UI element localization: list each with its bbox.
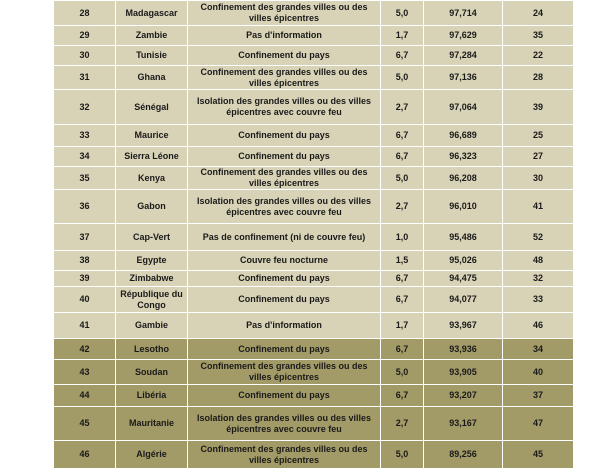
country-cell: Zambie [116,26,188,46]
rank2-cell: 40 [503,360,574,385]
value-cell: 93,936 [424,339,503,360]
table-row [54,46,574,66]
country-cell: Libéria [116,385,188,407]
measure-cell: Confinement des grandes villes ou des villes épicentres [188,1,381,26]
country-cell: Tunisie [116,46,188,66]
rank2-cell: 33 [503,287,574,313]
measure-cell: Confinement du pays [188,125,381,147]
table-row [54,167,574,190]
value-cell: 93,207 [424,385,503,407]
value-cell: 96,208 [424,167,503,190]
rank2-cell: 47 [503,407,574,441]
rank2-cell: 34 [503,339,574,360]
country-cell: Egypte [116,251,188,271]
measure-cell: Confinement des grandes villes ou des villes épicentres [188,360,381,385]
rank-cell: 43 [54,360,116,385]
measure-cell: Pas de confinement (ni de couvre feu) [188,224,381,251]
rank2-cell: 25 [503,125,574,147]
rank-cell: 41 [54,313,116,339]
rank-cell: 31 [54,66,116,90]
country-cell: Sénégal [116,90,188,125]
rank-cell: 38 [54,251,116,271]
table-row [54,360,574,385]
rank2-cell: 46 [503,313,574,339]
rank2-cell: 30 [503,167,574,190]
rank-cell: 34 [54,147,116,167]
measure-cell: Confinement du pays [188,339,381,360]
country-cell: Maurice [116,125,188,147]
measure-cell: Couvre feu nocturne [188,251,381,271]
rank2-cell: 24 [503,1,574,26]
country-cell: République du Congo [116,287,188,313]
rank-cell: 45 [54,407,116,441]
country-cell: Madagascar [116,1,188,26]
country-cell: Algérie [116,441,188,469]
table-row [54,1,574,26]
country-cell: Lesotho [116,339,188,360]
country-cell: Gabon [116,190,188,224]
measure-cell: Confinement du pays [188,385,381,407]
score-cell: 5,0 [381,441,424,469]
rank2-cell: 32 [503,271,574,287]
score-cell: 5,0 [381,167,424,190]
rank-cell: 36 [54,190,116,224]
country-cell: Zimbabwe [116,271,188,287]
rank-cell: 30 [54,46,116,66]
measure-cell: Isolation des grandes villes ou des villes épicentres avec couvre feu [188,190,381,224]
measure-cell: Isolation des grandes villes ou des villes épicentres avec couvre feu [188,90,381,125]
table-row [54,125,574,147]
rank2-cell: 39 [503,90,574,125]
rank2-cell: 52 [503,224,574,251]
rank-cell: 46 [54,441,116,469]
score-cell: 1,7 [381,313,424,339]
rank-cell: 44 [54,385,116,407]
value-cell: 96,689 [424,125,503,147]
measure-cell: Confinement du pays [188,271,381,287]
value-cell: 93,967 [424,313,503,339]
score-cell: 2,7 [381,407,424,441]
value-cell: 94,077 [424,287,503,313]
score-cell: 1,5 [381,251,424,271]
table-row [54,66,574,90]
measure-cell: Confinement du pays [188,287,381,313]
value-cell: 95,486 [424,224,503,251]
table-row [54,313,574,339]
rank2-cell: 41 [503,190,574,224]
country-cell: Soudan [116,360,188,385]
value-cell: 97,064 [424,90,503,125]
rank2-cell: 48 [503,251,574,271]
country-cell: Kenya [116,167,188,190]
score-cell: 1,0 [381,224,424,251]
measure-cell: Isolation des grandes villes ou des villes épicentres avec couvre feu [188,407,381,441]
measure-cell: Confinement des grandes villes ou des villes épicentres [188,441,381,469]
score-cell: 6,7 [381,46,424,66]
table-row [54,26,574,46]
country-cell: Mauritanie [116,407,188,441]
table-row [54,407,574,441]
value-cell: 96,010 [424,190,503,224]
score-cell: 5,0 [381,1,424,26]
table-row [54,251,574,271]
country-cell: Ghana [116,66,188,90]
score-cell: 6,7 [381,339,424,360]
score-cell: 2,7 [381,90,424,125]
score-cell: 2,7 [381,190,424,224]
country-cell: Cap-Vert [116,224,188,251]
rank-cell: 32 [54,90,116,125]
value-cell: 93,167 [424,407,503,441]
rank2-cell: 35 [503,26,574,46]
score-cell: 5,0 [381,66,424,90]
measure-cell: Confinement du pays [188,46,381,66]
rank-cell: 42 [54,339,116,360]
country-cell: Gambie [116,313,188,339]
measure-cell: Confinement des grandes villes ou des villes épicentres [188,66,381,90]
rank-cell: 37 [54,224,116,251]
score-cell: 6,7 [381,385,424,407]
rank-cell: 39 [54,271,116,287]
table-row [54,147,574,167]
table-row [54,224,574,251]
value-cell: 89,256 [424,441,503,469]
score-cell: 6,7 [381,147,424,167]
value-cell: 97,284 [424,46,503,66]
rank2-cell: 22 [503,46,574,66]
value-cell: 97,136 [424,66,503,90]
value-cell: 95,026 [424,251,503,271]
rank-cell: 29 [54,26,116,46]
table-row [54,287,574,313]
rank2-cell: 37 [503,385,574,407]
measure-cell: Confinement du pays [188,147,381,167]
score-cell: 1,7 [381,26,424,46]
table-row [54,441,574,469]
measure-cell: Confinement des grandes villes ou des villes épicentres [188,167,381,190]
value-cell: 97,629 [424,26,503,46]
rank-cell: 28 [54,1,116,26]
measure-cell: Pas d'information [188,26,381,46]
value-cell: 97,714 [424,1,503,26]
rank-cell: 33 [54,125,116,147]
score-cell: 6,7 [381,271,424,287]
table-row [54,90,574,125]
table-row [54,271,574,287]
score-cell: 6,7 [381,125,424,147]
table-row [54,385,574,407]
country-cell: Sierra Léone [116,147,188,167]
value-cell: 93,905 [424,360,503,385]
value-cell: 96,323 [424,147,503,167]
ranking-table [53,0,574,469]
score-cell: 6,7 [381,287,424,313]
value-cell: 94,475 [424,271,503,287]
table-row [54,190,574,224]
rank2-cell: 27 [503,147,574,167]
table-row [54,339,574,360]
score-cell: 5,0 [381,360,424,385]
measure-cell: Pas d'information [188,313,381,339]
rank-cell: 40 [54,287,116,313]
rank2-cell: 28 [503,66,574,90]
rank2-cell: 45 [503,441,574,469]
rank-cell: 35 [54,167,116,190]
